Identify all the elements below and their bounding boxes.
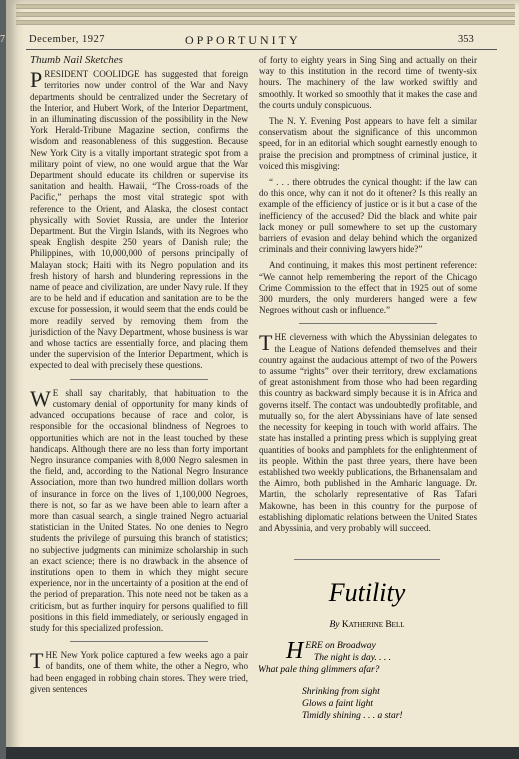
article-paragraph-insurance	[30, 385, 248, 634]
running-head-journal: OPPORTUNITY	[185, 33, 301, 47]
running-head-date: December, 1927	[29, 34, 105, 45]
section-divider	[70, 379, 208, 380]
article-paragraph-evening-post: The N. Y. Evening Post appears to have felt a similar conservatism about the significance of this uncommon speed, for in an editorial which sought earnestly enough to praise the precision and promptness of criminal justice, it voiced this misgiving:	[259, 116, 477, 171]
article-paragraph-abyssinia	[259, 332, 477, 534]
poem-stanza-1	[258, 638, 476, 676]
page-bottom-edge	[6, 747, 519, 759]
paragraph-text: HE cleverness with which the Abyssinian delegates to the League of Nations defended themselves and their country against the audacious attempt of two of the Powers to assume “rights” over their territory, drew exclamations of great astonishment from those who had been regarding this country as backward simply because it is in Africa and governs itself. The contact was undoubtedly profitable, and mutually so, for the alert Abyssinians have of late sensed the necessity for keeping in touch with world affairs. The state has installed a printing press which is supplying great quantities of books and pamphlets for the enlightenment of its people. Within the past three years, there have been established two weekly publications, the Brhanensalam and the Aimro, both published in the Amharic language. Dr. Martin, the scholarly representative of Ras Tafari Makowne, has been in this country for the purpose of establishing diplomatic relations between the United States and Abyssinia, and very probably will succeed.	[259, 332, 477, 533]
poem-line: Glows a faint light	[302, 699, 373, 709]
section-divider	[299, 323, 437, 324]
poem-byline	[258, 620, 476, 630]
paragraph-text: E shall say charitably, that habituation to the customary denial of opportunity for many kinds of advanced occupations because of race and color, is responsible for the occasional blindness of Negroes to opportunities which are not in the least touched by these handicaps. Although there are no less than forty important Negro insurance companies with 8,000 Negro salesmen in the field, and, according to the National Negro Insurance Association, more than two hundred million dollars worth of insurance in force on the lives of 1,100,000 Negroes, there is not, so far as we have been able to learn after a more than casual search, a single trained Negro actuarial statistician in the United States. No one denies to Negro students the privilege of pursuing this branch of statistics; no subjective judgments can minimize scholarship in such an exact science; there is no drawback in the absence of institutions open to them in which they might secure experience, nor in the uncertainty of a position at the end of the period of preparation. This note need not be taken as a criticism, but as further inquiry for persons qualified to fill positions in this field immediately, or seriously engaged in study for this specialized profession.	[30, 387, 248, 633]
top-edge-stripe	[16, 4, 515, 9]
poem	[258, 559, 476, 732]
dropcap: T	[259, 330, 273, 356]
byline-prefix: By	[329, 620, 340, 630]
poem-line: ERE on Broadway	[305, 641, 376, 651]
article-quote: “ . . . there obtrudes the cynical thought: if the law can do this once, why can it not do it oftener? Is this really an example of the efficiency of justice or is it but a case of the inefficiency of the accused? Did the black and white pair lack money or pull somewhere to set up the customary barriers of evasion and delay behind which the organized criminals and their conniving lawyers hide?”	[259, 177, 477, 255]
dropcap: T	[30, 648, 44, 674]
article-paragraph-continued: of forty to eighty years in Sing Sing and actually on their way to this institution in the record time of twenty-six hours. The machinery of the law worked swiftly and smoothly. It worked so smoothly that it makes the case and the courts unduly conspicuous.	[259, 55, 477, 110]
running-head-rule	[26, 49, 497, 50]
poem-line: What pale thing glimmers afar?	[258, 665, 380, 675]
section-title: Thumb Nail Sketches	[30, 54, 123, 66]
paragraph-text: RESIDENT COOLIDGE has suggested that foreign territories now under control of the War and Navy departments should be centralized under the Secretary of the Interior, and Hubert Work, of the Interior Department, in an illuminating discussion of the possibility in the New York Herald-Tribune Magazine section, confirms the wisdom and reasonableness of this suggestion. Because New York City is a vitally important strategic spot from a military point of view, no one would argue that the War Department should educate its children or supervise its sanitation and health. Hawaii, “The Cross-roads of the Pacific,” perhaps the most vital strategic spot with reference to the Orient, and Alaska, the closest contact physically with Soviet Russia, are under the Interior Department. But the Virgin Islands, with its Negroes who speak English despite 250 years of Danish rule; the Philippines, with 10,000,000 of persons principally of Malayan stock; Haiti with its Negro population and its fresh history of harsh and blundering repressions in the name of peace and civilization, are under Navy rule. If they are to be held and if education and sanitation are to be the excuse for possession, it would seem that the ends could be more readily served by removing them from the jurisdiction of the Navy Department, whose business is war and whose tactics are essentially force, and placing them under the supervision of the Interior Department, which is expected to deal with precisely these questions.	[30, 69, 248, 371]
poem-line: Shrinking from sight	[302, 687, 380, 697]
article-paragraph-chicago: And continuing, it makes this most pertinent reference: “We cannot help remembering the report of the Chicago Crime Commission to the effect that in 1925 out of some 300 murders, the only murderers hanged were a few Negroes without cash or influence.”	[259, 260, 477, 316]
article-paragraph-police	[30, 650, 248, 695]
poem-stanza-2	[302, 686, 476, 722]
paragraph-text: HE New York police captured a few weeks ago a pair of bandits, one of them white, the other a Negro, who had been engaged in robbing chain stores. They were tried, given sentences	[30, 650, 248, 694]
left-column	[30, 55, 248, 700]
top-edge-stripe-3	[16, 20, 515, 25]
dropcap: P	[30, 67, 43, 93]
left-margin-mark: 7	[0, 34, 5, 45]
page-number: 353	[458, 34, 474, 45]
top-edge-stripe-2	[16, 12, 515, 17]
poem-divider	[294, 559, 440, 560]
section-divider	[70, 641, 208, 642]
poem-title: Futility	[328, 578, 406, 607]
right-column	[259, 55, 477, 539]
poem-line: The night is day. . . .	[314, 653, 392, 663]
dropcap: H	[286, 638, 304, 664]
poem-author: Katherine Bell	[341, 620, 405, 630]
article-paragraph-coolidge	[30, 69, 248, 371]
dropcap: W	[30, 385, 51, 411]
poem-line: Timidly shining . . . a star!	[302, 711, 403, 721]
